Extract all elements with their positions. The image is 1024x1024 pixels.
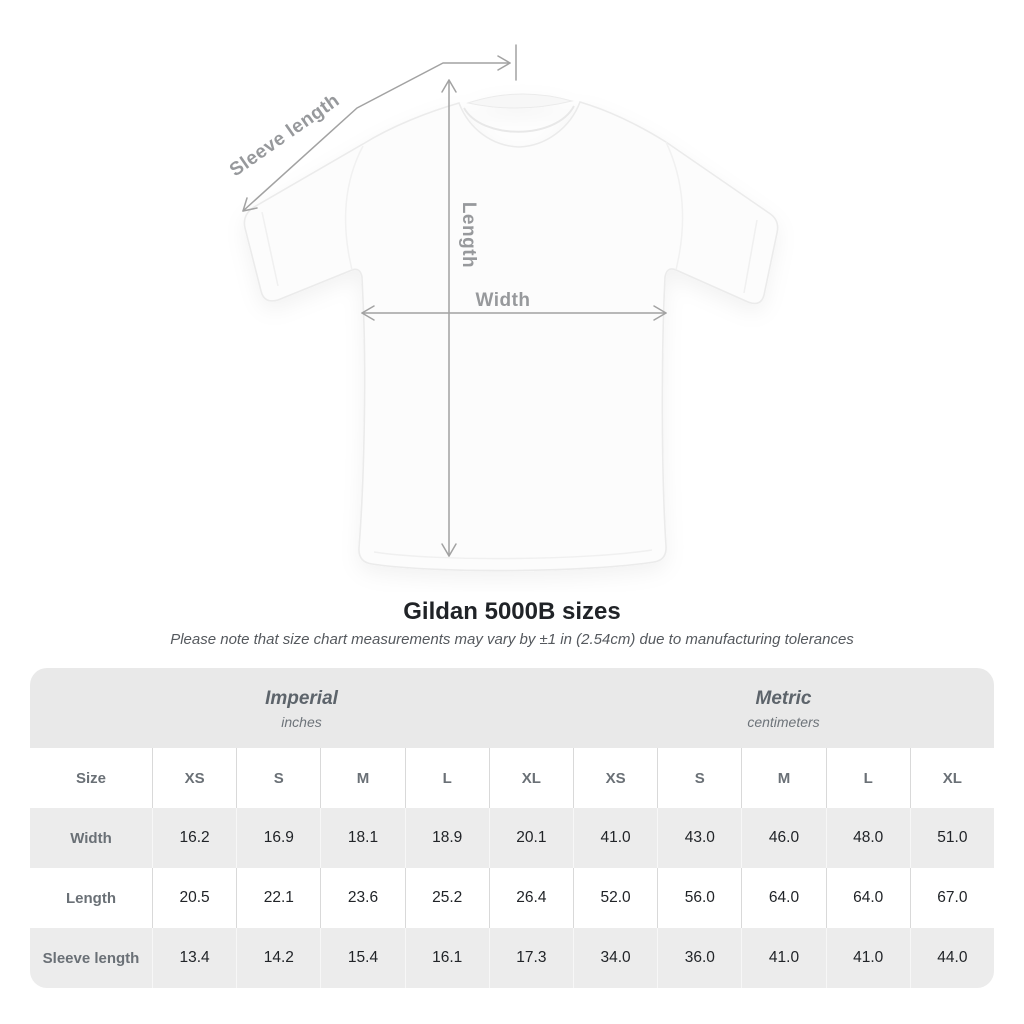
row-label-length: Length <box>66 889 116 907</box>
sleeve-length-label: Sleeve length <box>225 89 344 182</box>
width-metric-xs: 41.0 <box>573 808 657 868</box>
unit-header-band <box>30 668 994 748</box>
size-header-imperial-s: S <box>236 748 320 808</box>
size-header-metric-xl: XL <box>910 748 994 808</box>
length-metric-m: 64.0 <box>741 868 825 928</box>
width-label: Width <box>475 290 531 311</box>
length-metric-l: 64.0 <box>826 868 910 928</box>
size-header-row <box>30 748 994 808</box>
length-imperial-l: 25.2 <box>405 868 489 928</box>
tolerance-note: Please note that size chart measurements may vary by ±1 in (2.54cm) due to manufacturing tolerances <box>170 631 854 648</box>
table-row-length <box>30 868 994 928</box>
width-metric-xl: 51.0 <box>910 808 994 868</box>
sleeve-metric-m: 41.0 <box>741 928 825 988</box>
imperial-header-name: Imperial <box>265 688 338 709</box>
sleeve-metric-l: 41.0 <box>826 928 910 988</box>
sleeve-metric-xl: 44.0 <box>910 928 994 988</box>
sleeve-imperial-xl: 17.3 <box>489 928 573 988</box>
length-label: Length <box>458 201 479 269</box>
metric-header <box>573 668 994 748</box>
sleeve-imperial-l: 16.1 <box>405 928 489 988</box>
length-metric-xs: 52.0 <box>573 868 657 928</box>
metric-header-unit: centimeters <box>747 714 820 730</box>
size-header-metric-m: M <box>741 748 825 808</box>
width-imperial-s: 16.9 <box>236 808 320 868</box>
size-header-imperial-xl: XL <box>489 748 573 808</box>
length-metric-xl: 67.0 <box>910 868 994 928</box>
table-row-width <box>30 808 994 868</box>
width-imperial-xs: 16.2 <box>152 808 236 868</box>
length-imperial-s: 22.1 <box>236 868 320 928</box>
imperial-header <box>30 668 573 748</box>
tshirt-illustration <box>244 94 777 571</box>
size-header-metric-l: L <box>826 748 910 808</box>
page-title: Gildan 5000B sizes <box>403 598 621 625</box>
width-metric-s: 43.0 <box>657 808 741 868</box>
size-header-imperial-m: M <box>320 748 404 808</box>
length-metric-s: 56.0 <box>657 868 741 928</box>
row-label-sleeve-length: Sleeve length <box>42 949 140 967</box>
length-imperial-xs: 20.5 <box>152 868 236 928</box>
length-imperial-m: 23.6 <box>320 868 404 928</box>
size-header-imperial-l: L <box>405 748 489 808</box>
imperial-header-unit: inches <box>281 714 322 730</box>
size-header-metric-xs: XS <box>573 748 657 808</box>
size-corner-label: Size <box>75 769 106 787</box>
table-row-sleeve-length <box>30 928 994 988</box>
sleeve-imperial-s: 14.2 <box>236 928 320 988</box>
sleeve-imperial-m: 15.4 <box>320 928 404 988</box>
row-label-width: Width <box>70 829 112 847</box>
width-metric-l: 48.0 <box>826 808 910 868</box>
size-header-metric-s: S <box>657 748 741 808</box>
size-header-imperial-xs: XS <box>152 748 236 808</box>
length-imperial-xl: 26.4 <box>489 868 573 928</box>
sleeve-imperial-xs: 13.4 <box>152 928 236 988</box>
width-metric-m: 46.0 <box>741 808 825 868</box>
sleeve-metric-s: 36.0 <box>657 928 741 988</box>
sleeve-metric-xs: 34.0 <box>573 928 657 988</box>
width-imperial-m: 18.1 <box>320 808 404 868</box>
size-table <box>30 668 994 988</box>
width-imperial-xl: 20.1 <box>489 808 573 868</box>
width-imperial-l: 18.9 <box>405 808 489 868</box>
metric-header-name: Metric <box>755 688 812 709</box>
